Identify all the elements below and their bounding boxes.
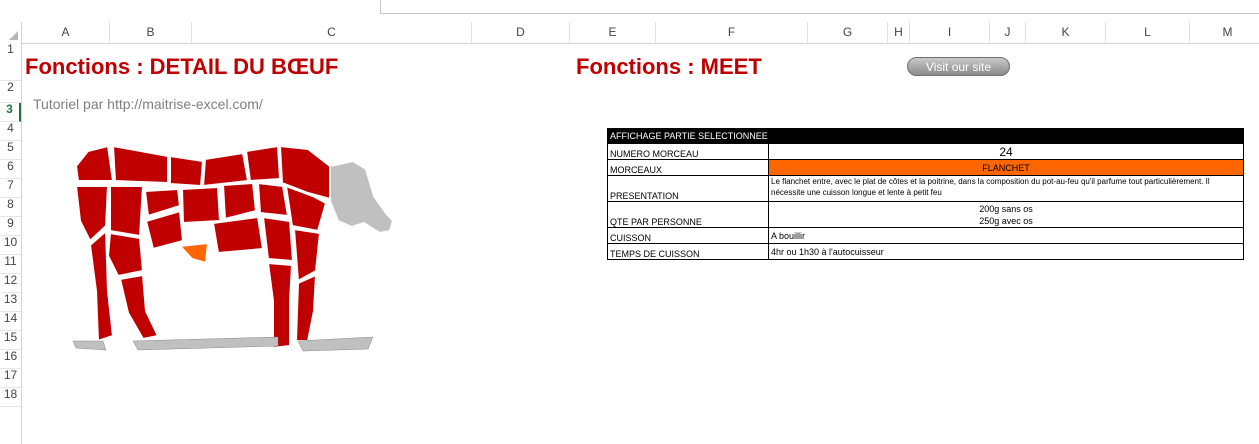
cut-loin[interactable]: [113, 146, 168, 183]
row-header-14[interactable]: 14: [0, 312, 21, 331]
cuisson-label: CUISSON: [608, 228, 769, 244]
cut-jumeau[interactable]: [263, 217, 293, 261]
ground-shadow-mid: [133, 337, 278, 350]
cut-jarret-back-2[interactable]: [120, 275, 158, 339]
column-header-e[interactable]: E: [570, 22, 656, 43]
qte-value[interactable]: [769, 202, 1244, 228]
cut-plat-cotes[interactable]: [182, 187, 220, 223]
visit-site-button[interactable]: Visit our site: [907, 57, 1010, 76]
row-header-4[interactable]: 4: [0, 122, 21, 141]
worksheet-area[interactable]: [22, 43, 1259, 444]
morceaux-value[interactable]: FLANCHET: [769, 160, 1244, 176]
presentation-label: PRESENTATION: [608, 176, 769, 202]
numero-label: NUMERO MORCEAU: [608, 144, 769, 160]
column-header-k[interactable]: K: [1026, 22, 1106, 43]
row-header-13[interactable]: 13: [0, 293, 21, 312]
cut-paleron[interactable]: [223, 183, 256, 219]
row-header-column: [0, 43, 22, 444]
cuisson-value[interactable]: A bouillir: [769, 228, 1244, 244]
title-detail-boeuf: Fonctions : DETAIL DU BŒUF: [25, 54, 339, 79]
table-row: [608, 176, 1244, 202]
table-row: [608, 144, 1244, 160]
row-header-6[interactable]: 6: [0, 160, 21, 179]
qte-label: QTE PAR PERSONNE: [608, 202, 769, 228]
column-header-m[interactable]: M: [1190, 22, 1259, 43]
table-row: [608, 160, 1244, 176]
cut-flanchet-selected[interactable]: [180, 243, 208, 263]
row-header-18[interactable]: 18: [0, 388, 21, 407]
column-header-j[interactable]: J: [990, 22, 1026, 43]
formula-bar-area: [0, 0, 1259, 22]
numero-value[interactable]: 24: [769, 144, 1244, 160]
column-header-b[interactable]: B: [110, 22, 192, 43]
title-meet: Fonctions : MEET: [576, 54, 762, 79]
column-header-d[interactable]: D: [472, 22, 570, 43]
table-header: AFFICHAGE PARTIE SELECTIONNEE: [608, 129, 1244, 144]
morceaux-label: MORCEAUX: [608, 160, 769, 176]
table-row: [608, 202, 1244, 228]
column-header-g[interactable]: G: [808, 22, 888, 43]
temps-value[interactable]: 4hr ou 1h30 à l'autocuisseur: [769, 244, 1244, 260]
qte-value-line-1: 200g sans os: [979, 203, 1033, 214]
column-header-i[interactable]: I: [910, 22, 990, 43]
cut-jarret-front-2[interactable]: [296, 275, 316, 341]
table-row: [608, 228, 1244, 244]
column-header-a[interactable]: A: [22, 22, 110, 43]
row-header-7[interactable]: 7: [0, 179, 21, 198]
beef-cuts-diagram: [68, 141, 408, 356]
cut-ribs[interactable]: [203, 153, 248, 186]
row-header-11[interactable]: 11: [0, 255, 21, 274]
row-header-12[interactable]: 12: [0, 274, 21, 293]
column-header-h[interactable]: H: [888, 22, 910, 43]
tutorial-credit: Tutoriel par http://maitrise-excel.com/: [33, 96, 263, 112]
row-header-3[interactable]: 3: [0, 103, 21, 122]
row-header-5[interactable]: 5: [0, 141, 21, 160]
column-header-row: [0, 22, 1259, 44]
cut-sirloin[interactable]: [170, 156, 203, 186]
row-header-1[interactable]: 1: [0, 43, 21, 81]
column-header-c[interactable]: C: [192, 22, 472, 43]
ground-shadow-left: [73, 341, 106, 350]
formula-input[interactable]: [380, 0, 1259, 14]
row-header-8[interactable]: 8: [0, 198, 21, 217]
row-header-16[interactable]: 16: [0, 350, 21, 369]
row-header-10[interactable]: 10: [0, 236, 21, 255]
cut-poitrine-front[interactable]: [294, 229, 320, 281]
cut-tende[interactable]: [108, 233, 143, 276]
presentation-value[interactable]: Le flanchet entre, avec le plat de côtes et la poitrine, dans la composition du pot-au-feu qu'il parfume tout particulièrement. Il nécessite une cuisson longue et lente à petit feu: [769, 176, 1244, 202]
cut-poitrine[interactable]: [146, 211, 183, 249]
cut-rump[interactable]: [76, 146, 113, 181]
cut-chuck[interactable]: [246, 146, 280, 181]
cut-macreuse[interactable]: [258, 183, 288, 216]
column-header-l[interactable]: L: [1106, 22, 1190, 43]
row-header-2[interactable]: 2: [0, 81, 21, 103]
cut-jarret-front-1[interactable]: [268, 263, 292, 348]
row-header-15[interactable]: 15: [0, 331, 21, 350]
row-header-9[interactable]: 9: [0, 217, 21, 236]
temps-label: TEMPS DE CUISSON: [608, 244, 769, 260]
selected-cut-table: [607, 128, 1244, 260]
qte-value-line-2: 250g avec os: [979, 215, 1033, 226]
table-row: [608, 244, 1244, 260]
cut-head[interactable]: [330, 161, 393, 233]
cut-flank-top[interactable]: [110, 186, 143, 236]
row-header-17[interactable]: 17: [0, 369, 21, 388]
column-header-f[interactable]: F: [656, 22, 808, 43]
cut-gite[interactable]: [213, 217, 263, 253]
